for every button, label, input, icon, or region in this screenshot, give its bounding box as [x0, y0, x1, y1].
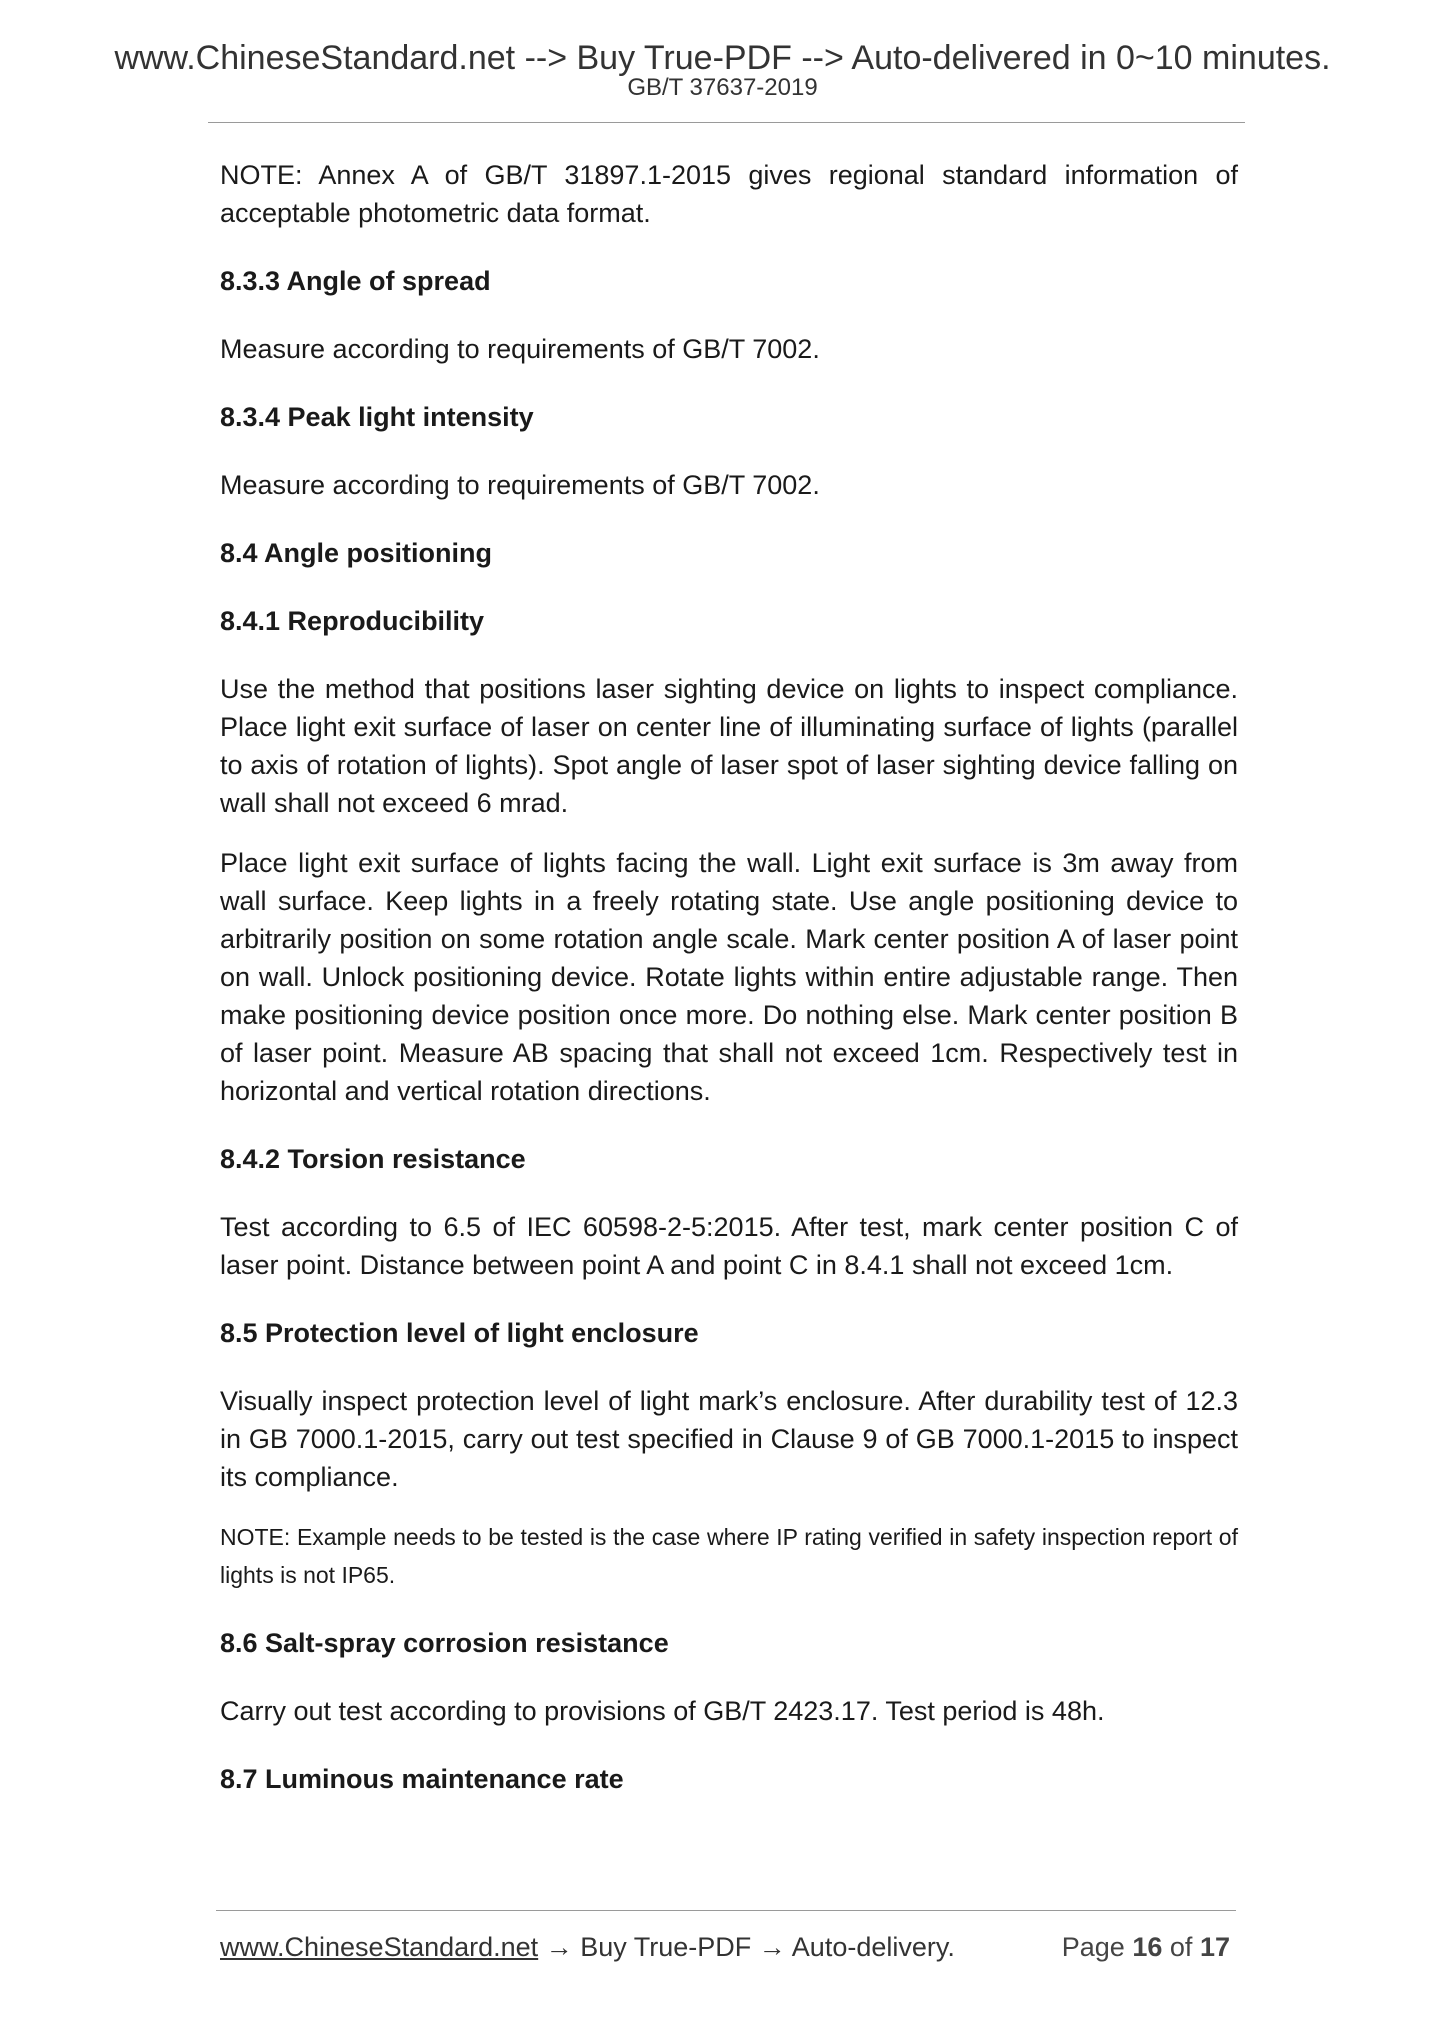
page-indicator — [1062, 1930, 1230, 1964]
page-label: Page — [1061, 1932, 1125, 1962]
arrow-right-icon: → — [545, 1932, 573, 1962]
header-divider — [208, 122, 1245, 123]
heading-8-7: 8.7 Luminous maintenance rate — [220, 1764, 624, 1794]
heading-8-5: 8.5 Protection level of light enclosure — [220, 1318, 699, 1348]
heading-8-3-4: 8.3.4 Peak light intensity — [220, 402, 534, 432]
heading-8-4-2: 8.4.2 Torsion resistance — [220, 1144, 526, 1174]
footer-buy-text: Buy True-PDF — [580, 1932, 752, 1962]
paragraph-8-4-1-a: Use the method that positions laser sighting device on lights to inspect compliance. Place light exit surface of laser on center line of illuminating surface of lights (parallel to axis of rotation of lights). Spot angle of laser spot of laser sighting device falling on wall shall not exceed 6 mrad. — [220, 674, 1238, 818]
paragraph-8-4-2: Test according to 6.5 of IEC 60598-2-5:2015. After test, mark center position C of laser point. Distance between point A and point C in 8.4.1 shall not exceed 1cm. — [220, 1212, 1238, 1280]
paragraph-8-4-1-b: Place light exit surface of lights facing the wall. Light exit surface is 3m away from wall surface. Keep lights in a freely rotating state. Use angle positioning device to arbitrarily position on some rotation angle scale. Mark center position A of laser point on wall. Unlock positioning device. Rotate lights within entire adjustable range. Then make positioning device position once more. Do nothing else. Mark center position B of laser point. Measure AB spacing that shall not exceed 1cm. Respectively test in horizontal and vertical rotation directions. — [220, 848, 1238, 1106]
heading-8-6: 8.6 Salt-spray corrosion resistance — [220, 1628, 669, 1658]
note-ip-rating: NOTE: Example needs to be tested is the case where IP rating verified in safety inspection report of lights is not IP65. — [220, 1524, 1238, 1588]
note-photometric-format: NOTE: Annex A of GB/T 31897.1-2015 gives regional standard information of acceptable photometric data format. — [220, 160, 1238, 228]
of-label: of — [1169, 1932, 1193, 1962]
heading-8-4-1: 8.4.1 Reproducibility — [220, 606, 485, 636]
paragraph-8-5: Visually inspect protection level of light mark’s enclosure. After durability test of 12.3 in GB 7000.1-2015, carry out test specified in Clause 9 of GB 7000.1-2015 to inspect its compliance. — [220, 1386, 1238, 1492]
footer-delivery-text: Auto-delivery. — [791, 1932, 955, 1962]
arrow-right-icon: → — [758, 1932, 786, 1962]
header-banner: www.ChineseStandard.net --> Buy True-PDF --> Auto-delivered in 0~10 minutes. — [114, 39, 1331, 77]
standard-code: GB/T 37637-2019 — [627, 74, 818, 101]
page-current: 16 — [1132, 1932, 1163, 1962]
page-total: 17 — [1199, 1932, 1230, 1962]
paragraph-8-6: Carry out test according to provisions of GB/T 2423.17. Test period is 48h. — [220, 1696, 1105, 1726]
paragraph-8-3-4: Measure according to requirements of GB/T 7002. — [220, 470, 820, 500]
footer-divider — [216, 1910, 1236, 1911]
footer-promo — [220, 1930, 955, 1964]
paragraph-8-3-3: Measure according to requirements of GB/T 7002. — [220, 334, 820, 364]
heading-8-3-3: 8.3.3 Angle of spread — [220, 266, 491, 296]
footer-site-link[interactable]: www.ChineseStandard.net — [220, 1932, 539, 1962]
heading-8-4: 8.4 Angle positioning — [220, 538, 493, 568]
document-body — [220, 156, 1238, 1798]
